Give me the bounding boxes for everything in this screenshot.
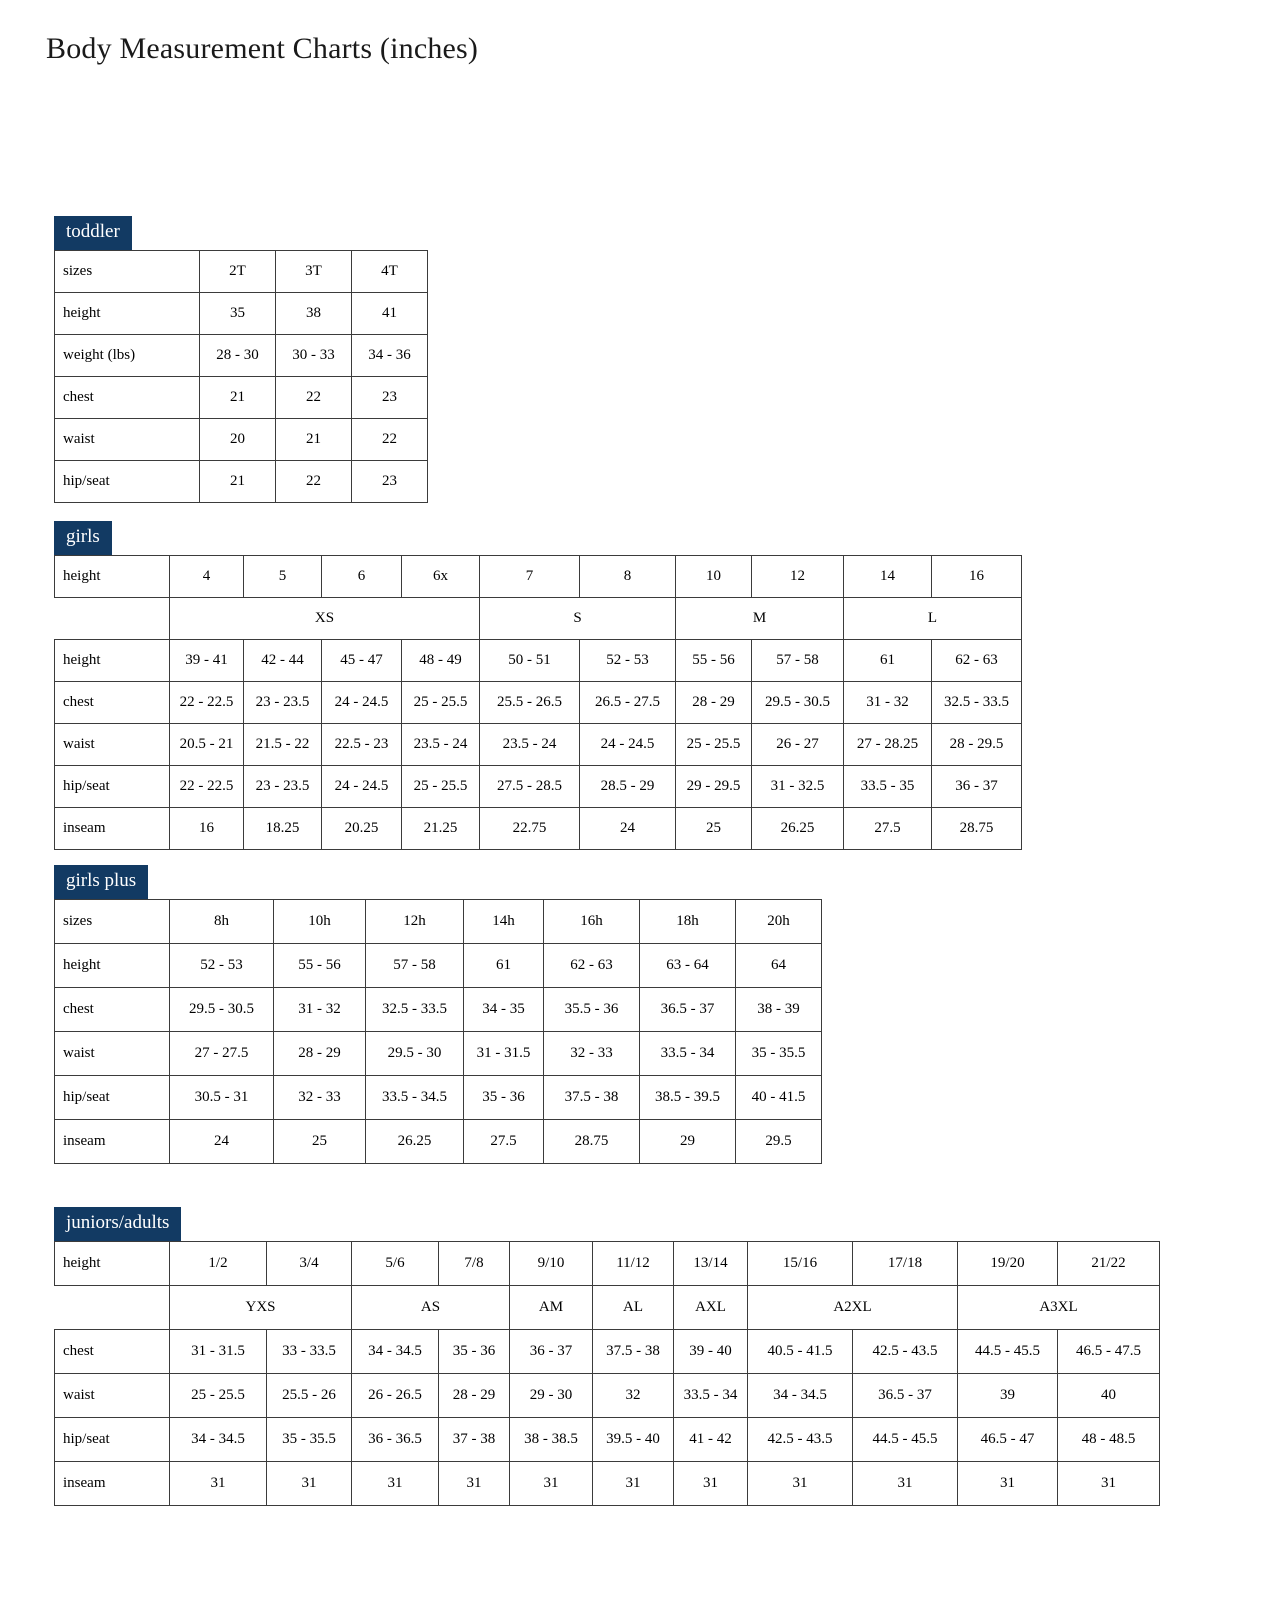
- chart-tag-girls: girls: [54, 521, 112, 555]
- group-label: M: [676, 597, 844, 639]
- cell: 33.5 - 34: [674, 1373, 748, 1417]
- table-row: [55, 1031, 822, 1075]
- cell: 34 - 34.5: [748, 1373, 853, 1417]
- table-row: [55, 987, 822, 1031]
- cell: 6x: [402, 555, 480, 597]
- table-row: [55, 292, 428, 334]
- row-label: height: [55, 1241, 170, 1285]
- cell: 34 - 35: [464, 987, 544, 1031]
- cell: 31 - 32.5: [752, 765, 844, 807]
- row-label: weight (lbs): [55, 334, 200, 376]
- cell: 24: [170, 1119, 274, 1163]
- table-row: [55, 250, 428, 292]
- cell: 62 - 63: [932, 639, 1022, 681]
- cell: 8h: [170, 899, 274, 943]
- cell: 25 - 25.5: [676, 723, 752, 765]
- row-label: sizes: [55, 250, 200, 292]
- cell: 25: [274, 1119, 366, 1163]
- cell: 31: [170, 1461, 267, 1505]
- cell: 35.5 - 36: [544, 987, 640, 1031]
- row-label: chest: [55, 376, 200, 418]
- cell: 26.25: [752, 807, 844, 849]
- cell: 29 - 29.5: [676, 765, 752, 807]
- group-label: AM: [510, 1285, 593, 1329]
- cell: 13/14: [674, 1241, 748, 1285]
- table-row: [55, 807, 1022, 849]
- cell: 29.5 - 30: [366, 1031, 464, 1075]
- table-row: [55, 418, 428, 460]
- table-row: [55, 1329, 1160, 1373]
- cell: 11/12: [593, 1241, 674, 1285]
- cell: 32.5 - 33.5: [932, 681, 1022, 723]
- cell: 55 - 56: [676, 639, 752, 681]
- cell: 1/2: [170, 1241, 267, 1285]
- cell: 33.5 - 34: [640, 1031, 736, 1075]
- cell: 29 - 30: [510, 1373, 593, 1417]
- cell: 38.5 - 39.5: [640, 1075, 736, 1119]
- group-label: AXL: [674, 1285, 748, 1329]
- cell: 30 - 33: [276, 334, 352, 376]
- cell: 31: [352, 1461, 439, 1505]
- row-label: waist: [55, 418, 200, 460]
- cell: 25.5 - 26: [267, 1373, 352, 1417]
- cell: 38 - 39: [736, 987, 822, 1031]
- page-title: Body Measurement Charts (inches): [46, 32, 479, 65]
- cell: 36 - 36.5: [352, 1417, 439, 1461]
- row-label: hip/seat: [55, 765, 170, 807]
- chart-tag-juniors-adults: juniors/adults: [54, 1207, 181, 1241]
- cell: 31: [748, 1461, 853, 1505]
- cell: 48 - 49: [402, 639, 480, 681]
- cell: 35 - 35.5: [736, 1031, 822, 1075]
- cell: 7/8: [439, 1241, 510, 1285]
- chart-block-girls-plus: [54, 865, 822, 1164]
- chart-block-toddler: [54, 216, 428, 503]
- cell: 31 - 31.5: [464, 1031, 544, 1075]
- cell: 22.75: [480, 807, 580, 849]
- cell: 30.5 - 31: [170, 1075, 274, 1119]
- cell: 31 - 31.5: [170, 1329, 267, 1373]
- girls-measurement-table: [54, 555, 1022, 850]
- cell: 50 - 51: [480, 639, 580, 681]
- cell: 61: [844, 639, 932, 681]
- cell: 25 - 25.5: [402, 765, 480, 807]
- cell: 37.5 - 38: [593, 1329, 674, 1373]
- cell: 26 - 26.5: [352, 1373, 439, 1417]
- cell: 10h: [274, 899, 366, 943]
- cell: 37 - 38: [439, 1417, 510, 1461]
- cell: 14h: [464, 899, 544, 943]
- cell: 39.5 - 40: [593, 1417, 674, 1461]
- table-row-sizes: [55, 555, 1022, 597]
- cell: 36.5 - 37: [853, 1373, 958, 1417]
- cell: 9/10: [510, 1241, 593, 1285]
- girls-plus-measurement-table: [54, 899, 822, 1164]
- cell: 21.25: [402, 807, 480, 849]
- row-label: sizes: [55, 899, 170, 943]
- cell: 39 - 40: [674, 1329, 748, 1373]
- chart-tag-girls-plus: girls plus: [54, 865, 148, 899]
- chart-block-juniors-adults: [54, 1207, 1160, 1506]
- cell: 34 - 36: [352, 334, 428, 376]
- cell: 42 - 44: [244, 639, 322, 681]
- cell: 22.5 - 23: [322, 723, 402, 765]
- row-label: waist: [55, 1373, 170, 1417]
- cell: 21.5 - 22: [244, 723, 322, 765]
- cell: 31: [958, 1461, 1058, 1505]
- cell: 23 - 23.5: [244, 765, 322, 807]
- cell: 42.5 - 43.5: [748, 1417, 853, 1461]
- cell: 31 - 32: [274, 987, 366, 1031]
- cell: 27.5 - 28.5: [480, 765, 580, 807]
- cell: 22 - 22.5: [170, 765, 244, 807]
- cell: 26.25: [366, 1119, 464, 1163]
- cell: 27.5: [464, 1119, 544, 1163]
- cell: 48 - 48.5: [1058, 1417, 1160, 1461]
- table-row: [55, 1417, 1160, 1461]
- cell: 36.5 - 37: [640, 987, 736, 1031]
- cell: 3/4: [267, 1241, 352, 1285]
- cell: 38 - 38.5: [510, 1417, 593, 1461]
- table-row: [55, 1119, 822, 1163]
- cell: 20: [200, 418, 276, 460]
- cell: 28.75: [544, 1119, 640, 1163]
- table-row: [55, 334, 428, 376]
- cell: 27 - 28.25: [844, 723, 932, 765]
- group-label: S: [480, 597, 676, 639]
- cell: 2T: [200, 250, 276, 292]
- cell: 25 - 25.5: [170, 1373, 267, 1417]
- cell: 4: [170, 555, 244, 597]
- cell: 52 - 53: [580, 639, 676, 681]
- cell: 28 - 29.5: [932, 723, 1022, 765]
- cell: 19/20: [958, 1241, 1058, 1285]
- cell: 31: [674, 1461, 748, 1505]
- cell: 22: [276, 376, 352, 418]
- group-label: AL: [593, 1285, 674, 1329]
- cell: 28 - 30: [200, 334, 276, 376]
- cell: 26 - 27: [752, 723, 844, 765]
- cell: 28 - 29: [676, 681, 752, 723]
- row-label: height: [55, 292, 200, 334]
- cell: 16h: [544, 899, 640, 943]
- table-row-groups: [55, 1285, 1160, 1329]
- cell: 26.5 - 27.5: [580, 681, 676, 723]
- cell: 32 - 33: [274, 1075, 366, 1119]
- cell: 35: [200, 292, 276, 334]
- cell: 15/16: [748, 1241, 853, 1285]
- cell: 44.5 - 45.5: [958, 1329, 1058, 1373]
- cell: 28 - 29: [439, 1373, 510, 1417]
- cell: 39: [958, 1373, 1058, 1417]
- cell: 23 - 23.5: [244, 681, 322, 723]
- cell: 57 - 58: [752, 639, 844, 681]
- cell: 5/6: [352, 1241, 439, 1285]
- cell: 28 - 29: [274, 1031, 366, 1075]
- cell: 34 - 34.5: [170, 1417, 267, 1461]
- table-row-groups: [55, 597, 1022, 639]
- row-label: chest: [55, 681, 170, 723]
- cell: 46.5 - 47: [958, 1417, 1058, 1461]
- empty-cell: [55, 1285, 170, 1329]
- row-label: inseam: [55, 1461, 170, 1505]
- cell: 6: [322, 555, 402, 597]
- cell: 27 - 27.5: [170, 1031, 274, 1075]
- cell: 10: [676, 555, 752, 597]
- cell: 41 - 42: [674, 1417, 748, 1461]
- cell: 45 - 47: [322, 639, 402, 681]
- group-label: A3XL: [958, 1285, 1160, 1329]
- cell: 33.5 - 34.5: [366, 1075, 464, 1119]
- empty-cell: [55, 597, 170, 639]
- table-row: [55, 1075, 822, 1119]
- table-row: [55, 723, 1022, 765]
- toddler-measurement-table: [54, 250, 428, 503]
- cell: 61: [464, 943, 544, 987]
- cell: 20h: [736, 899, 822, 943]
- cell: 4T: [352, 250, 428, 292]
- row-label: height: [55, 943, 170, 987]
- table-row-sizes: [55, 1241, 1160, 1285]
- cell: 34 - 34.5: [352, 1329, 439, 1373]
- cell: 40: [1058, 1373, 1160, 1417]
- cell: 29: [640, 1119, 736, 1163]
- cell: 55 - 56: [274, 943, 366, 987]
- table-row: [55, 460, 428, 502]
- cell: 22: [276, 460, 352, 502]
- cell: 40 - 41.5: [736, 1075, 822, 1119]
- cell: 32.5 - 33.5: [366, 987, 464, 1031]
- cell: 21: [276, 418, 352, 460]
- cell: 17/18: [853, 1241, 958, 1285]
- row-label: hip/seat: [55, 1417, 170, 1461]
- cell: 33 - 33.5: [267, 1329, 352, 1373]
- cell: 29.5: [736, 1119, 822, 1163]
- row-label: hip/seat: [55, 460, 200, 502]
- cell: 36 - 37: [510, 1329, 593, 1373]
- group-label: A2XL: [748, 1285, 958, 1329]
- cell: 44.5 - 45.5: [853, 1417, 958, 1461]
- cell: 8: [580, 555, 676, 597]
- cell: 16: [170, 807, 244, 849]
- cell: 24 - 24.5: [322, 681, 402, 723]
- cell: 36 - 37: [932, 765, 1022, 807]
- table-row: [55, 1373, 1160, 1417]
- cell: 31: [439, 1461, 510, 1505]
- cell: 29.5 - 30.5: [752, 681, 844, 723]
- cell: 31 - 32: [844, 681, 932, 723]
- cell: 25.5 - 26.5: [480, 681, 580, 723]
- cell: 52 - 53: [170, 943, 274, 987]
- cell: 35 - 36: [464, 1075, 544, 1119]
- cell: 18.25: [244, 807, 322, 849]
- cell: 12: [752, 555, 844, 597]
- cell: 41: [352, 292, 428, 334]
- cell: 24 - 24.5: [580, 723, 676, 765]
- cell: 63 - 64: [640, 943, 736, 987]
- cell: 20.25: [322, 807, 402, 849]
- cell: 3T: [276, 250, 352, 292]
- cell: 14: [844, 555, 932, 597]
- cell: 23.5 - 24: [402, 723, 480, 765]
- table-row: [55, 1461, 1160, 1505]
- cell: 37.5 - 38: [544, 1075, 640, 1119]
- cell: 20.5 - 21: [170, 723, 244, 765]
- group-label: L: [844, 597, 1022, 639]
- cell: 24: [580, 807, 676, 849]
- cell: 40.5 - 41.5: [748, 1329, 853, 1373]
- cell: 27.5: [844, 807, 932, 849]
- cell: 28.75: [932, 807, 1022, 849]
- group-label: XS: [170, 597, 480, 639]
- cell: 23.5 - 24: [480, 723, 580, 765]
- cell: 57 - 58: [366, 943, 464, 987]
- cell: 64: [736, 943, 822, 987]
- cell: 38: [276, 292, 352, 334]
- cell: 31: [267, 1461, 352, 1505]
- row-label: chest: [55, 1329, 170, 1373]
- cell: 35 - 36: [439, 1329, 510, 1373]
- row-label: inseam: [55, 1119, 170, 1163]
- cell: 35 - 35.5: [267, 1417, 352, 1461]
- cell: 39 - 41: [170, 639, 244, 681]
- row-label: height: [55, 639, 170, 681]
- table-row: [55, 639, 1022, 681]
- cell: 23: [352, 460, 428, 502]
- row-label: inseam: [55, 807, 170, 849]
- cell: 23: [352, 376, 428, 418]
- cell: 24 - 24.5: [322, 765, 402, 807]
- cell: 28.5 - 29: [580, 765, 676, 807]
- cell: 25 - 25.5: [402, 681, 480, 723]
- row-label: hip/seat: [55, 1075, 170, 1119]
- cell: 5: [244, 555, 322, 597]
- cell: 31: [510, 1461, 593, 1505]
- cell: 29.5 - 30.5: [170, 987, 274, 1031]
- cell: 21: [200, 460, 276, 502]
- table-row: [55, 899, 822, 943]
- cell: 18h: [640, 899, 736, 943]
- row-label: waist: [55, 723, 170, 765]
- row-label: chest: [55, 987, 170, 1031]
- cell: 25: [676, 807, 752, 849]
- cell: 7: [480, 555, 580, 597]
- cell: 46.5 - 47.5: [1058, 1329, 1160, 1373]
- row-label: height: [55, 555, 170, 597]
- cell: 22 - 22.5: [170, 681, 244, 723]
- juniors-adults-measurement-table: [54, 1241, 1160, 1506]
- cell: 12h: [366, 899, 464, 943]
- cell: 22: [352, 418, 428, 460]
- cell: 42.5 - 43.5: [853, 1329, 958, 1373]
- cell: 33.5 - 35: [844, 765, 932, 807]
- cell: 31: [593, 1461, 674, 1505]
- group-label: AS: [352, 1285, 510, 1329]
- table-row: [55, 376, 428, 418]
- cell: 32: [593, 1373, 674, 1417]
- chart-tag-toddler: toddler: [54, 216, 132, 250]
- table-row: [55, 681, 1022, 723]
- cell: 31: [1058, 1461, 1160, 1505]
- cell: 31: [853, 1461, 958, 1505]
- cell: 21/22: [1058, 1241, 1160, 1285]
- cell: 16: [932, 555, 1022, 597]
- cell: 21: [200, 376, 276, 418]
- cell: 32 - 33: [544, 1031, 640, 1075]
- table-row: [55, 943, 822, 987]
- chart-block-girls: [54, 521, 1022, 850]
- table-row: [55, 765, 1022, 807]
- group-label: YXS: [170, 1285, 352, 1329]
- cell: 62 - 63: [544, 943, 640, 987]
- row-label: waist: [55, 1031, 170, 1075]
